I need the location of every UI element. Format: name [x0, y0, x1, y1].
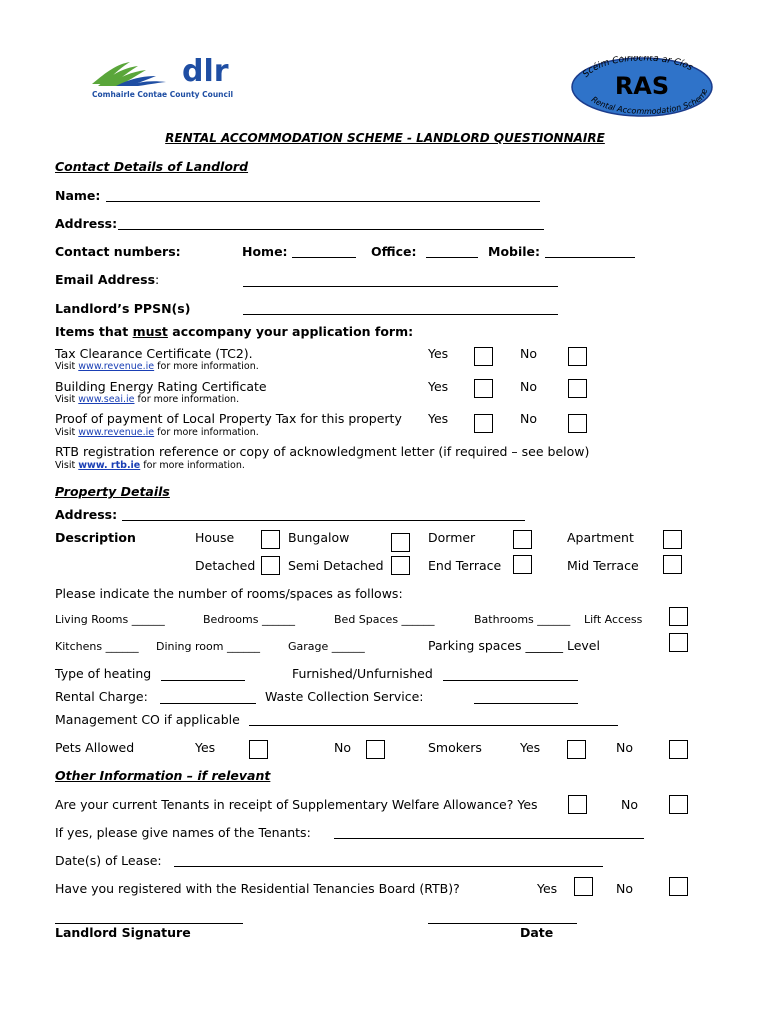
dlr-logo-text: dlr: [182, 54, 229, 89]
ras-logo-text: RAS: [614, 72, 670, 100]
smokers-yes-label: Yes: [520, 740, 541, 755]
office-phone-field[interactable]: [426, 257, 478, 258]
rtb-question: Have you registered with the Residential Tenancies Board (RTB)?: [55, 881, 460, 896]
rtb-no-checkbox[interactable]: [669, 877, 688, 896]
tax-clearance-no-checkbox[interactable]: [568, 347, 587, 366]
dlr-logo: [90, 56, 240, 102]
type-detached: Detached: [195, 558, 256, 573]
rtb-no-label: No: [616, 881, 633, 896]
item-no-label: No: [520, 346, 537, 361]
revenue-link[interactable]: www.revenue.ie: [78, 427, 155, 438]
furnished-field[interactable]: [443, 680, 578, 681]
lift-access-checkbox[interactable]: [669, 607, 688, 626]
pets-yes-label: Yes: [195, 740, 216, 755]
mid-terrace-checkbox[interactable]: [663, 555, 682, 574]
house-checkbox[interactable]: [261, 530, 280, 549]
name-field[interactable]: [106, 201, 540, 202]
address-field[interactable]: [118, 229, 544, 230]
name-label: Name:: [55, 188, 101, 203]
management-co-field[interactable]: [249, 725, 618, 726]
parking-field[interactable]: Parking spaces ______ Level: [428, 638, 600, 653]
smokers-yes-checkbox[interactable]: [567, 740, 586, 759]
smokers-label: Smokers: [428, 740, 482, 755]
type-apartment: Apartment: [567, 530, 634, 545]
contact-numbers-label: Contact numbers:: [55, 244, 181, 259]
item-no-label: No: [520, 379, 537, 394]
smokers-no-label: No: [616, 740, 633, 755]
property-address-field[interactable]: [122, 520, 525, 521]
ber-no-checkbox[interactable]: [568, 379, 587, 398]
lease-dates-field[interactable]: [174, 866, 603, 867]
property-heading: Property Details: [55, 484, 170, 499]
page-title: RENTAL ACCOMMODATION SCHEME - LANDLORD QUESTIONNAIRE: [165, 131, 605, 145]
item-property-tax: Proof of payment of Local Property Tax for this property: [55, 411, 402, 426]
item-yes-label: Yes: [428, 411, 449, 426]
office-label: Office:: [371, 244, 417, 259]
ppsn-field[interactable]: [243, 314, 558, 315]
rtb-yes-label: Yes: [537, 881, 558, 896]
lift-access-label: Lift Access: [584, 613, 643, 626]
bed-spaces-field[interactable]: Bed Spaces ______: [334, 613, 435, 626]
ras-badge: [570, 56, 715, 118]
item-ber-hint: Visit www.seai.ie for more information.: [55, 394, 240, 405]
email-label: Email Address:: [55, 272, 160, 287]
home-phone-field[interactable]: [292, 257, 356, 258]
bathrooms-field[interactable]: Bathrooms ______: [474, 613, 571, 626]
ras-logo: [570, 56, 715, 118]
ras-arc-top-text: Scéim Cóirlochta ar Cíos: [581, 56, 695, 80]
living-rooms-field[interactable]: Living Rooms ______: [55, 613, 165, 626]
home-label: Home:: [242, 244, 288, 259]
ras-arc-bottom-text: Rental Accommodation Scheme: [589, 88, 709, 116]
pets-no-checkbox[interactable]: [366, 740, 385, 759]
other-info-heading: Other Information – if relevant: [55, 768, 271, 783]
swa-no-checkbox[interactable]: [669, 795, 688, 814]
bungalow-checkbox[interactable]: [391, 533, 410, 552]
date-label: Date: [520, 925, 554, 940]
type-house: House: [195, 530, 235, 545]
type-semi-detached: Semi Detached: [288, 558, 384, 573]
date-field[interactable]: [428, 923, 577, 924]
type-mid-terrace: Mid Terrace: [567, 558, 639, 573]
item-property-tax-hint: Visit www.revenue.ie for more information.: [55, 427, 259, 438]
dormer-checkbox[interactable]: [513, 530, 532, 549]
item-ber-certificate: Building Energy Rating Certificate: [55, 379, 267, 394]
tenant-names-label: If yes, please give names of the Tenants:: [55, 825, 311, 840]
mobile-label: Mobile:: [488, 244, 541, 259]
contact-heading: Contact Details of Landlord: [55, 159, 249, 174]
pets-no-label: No: [334, 740, 351, 755]
waste-collection-label: Waste Collection Service:: [265, 689, 424, 704]
parking-level-checkbox[interactable]: [669, 633, 688, 652]
items-heading: Items that must accompany your application form:: [55, 324, 414, 339]
ber-yes-checkbox[interactable]: [474, 379, 493, 398]
detached-checkbox[interactable]: [261, 556, 280, 575]
description-label: Description: [55, 530, 136, 545]
item-tax-clearance-hint: Visit www.revenue.ie for more information.: [55, 361, 259, 372]
dlr-subtitle: Comhairle Contae County Council: [92, 90, 234, 99]
rental-charge-label: Rental Charge:: [55, 689, 148, 704]
email-field[interactable]: [243, 286, 558, 287]
lease-dates-label: Date(s) of Lease:: [55, 853, 162, 868]
pets-allowed-label: Pets Allowed: [55, 740, 135, 755]
dining-room-field[interactable]: Dining room ______: [156, 640, 260, 653]
pets-yes-checkbox[interactable]: [249, 740, 268, 759]
bedrooms-field[interactable]: Bedrooms ______: [203, 613, 295, 626]
type-bungalow: Bungalow: [288, 530, 350, 545]
item-rtb-hint: Visit www. rtb.ie for more information.: [55, 460, 245, 471]
item-yes-label: Yes: [428, 346, 449, 361]
item-tax-clearance: Tax Clearance Certificate (TC2).: [55, 346, 253, 361]
item-rtb-registration: RTB registration reference or copy of acknowledgment letter (if required – see below): [55, 444, 590, 459]
heating-field[interactable]: [161, 680, 245, 681]
furnished-label: Furnished/Unfurnished: [292, 666, 433, 681]
mobile-phone-field[interactable]: [545, 257, 635, 258]
swa-no-label: No: [621, 797, 638, 812]
rooms-intro: Please indicate the number of rooms/spaces as follows:: [55, 586, 403, 601]
rtb-link[interactable]: www. rtb.ie: [78, 460, 141, 471]
address-label: Address:: [55, 216, 118, 231]
tax-clearance-yes-checkbox[interactable]: [474, 347, 493, 366]
type-dormer: Dormer: [428, 530, 476, 545]
property-tax-no-checkbox[interactable]: [568, 414, 587, 433]
item-yes-label: Yes: [428, 379, 449, 394]
type-end-terrace: End Terrace: [428, 558, 502, 573]
property-tax-yes-checkbox[interactable]: [474, 414, 493, 433]
seai-link[interactable]: www.seai.ie: [78, 394, 135, 405]
revenue-link[interactable]: www.revenue.ie: [78, 361, 155, 372]
end-terrace-checkbox[interactable]: [513, 555, 532, 574]
property-address-label: Address:: [55, 507, 118, 522]
swa-yes-checkbox[interactable]: [568, 795, 587, 814]
tenant-names-field[interactable]: [334, 838, 644, 839]
smokers-no-checkbox[interactable]: [669, 740, 688, 759]
kitchens-field[interactable]: Kitchens ______: [55, 640, 139, 653]
heating-label: Type of heating: [55, 666, 152, 681]
waste-collection-field[interactable]: [474, 703, 578, 704]
management-co-label: Management CO if applicable: [55, 712, 240, 727]
landlord-signature-label: Landlord Signature: [55, 925, 191, 940]
rtb-yes-checkbox[interactable]: [574, 877, 593, 896]
rental-charge-field[interactable]: [160, 703, 256, 704]
landlord-signature-field[interactable]: [55, 923, 243, 924]
semi-detached-checkbox[interactable]: [391, 556, 410, 575]
swa-question: Are your current Tenants in receipt of Supplementary Welfare Allowance? Yes: [55, 797, 538, 812]
apartment-checkbox[interactable]: [663, 530, 682, 549]
item-no-label: No: [520, 411, 537, 426]
ppsn-label: Landlord’s PPSN(s): [55, 301, 191, 316]
garage-field[interactable]: Garage ______: [288, 640, 365, 653]
